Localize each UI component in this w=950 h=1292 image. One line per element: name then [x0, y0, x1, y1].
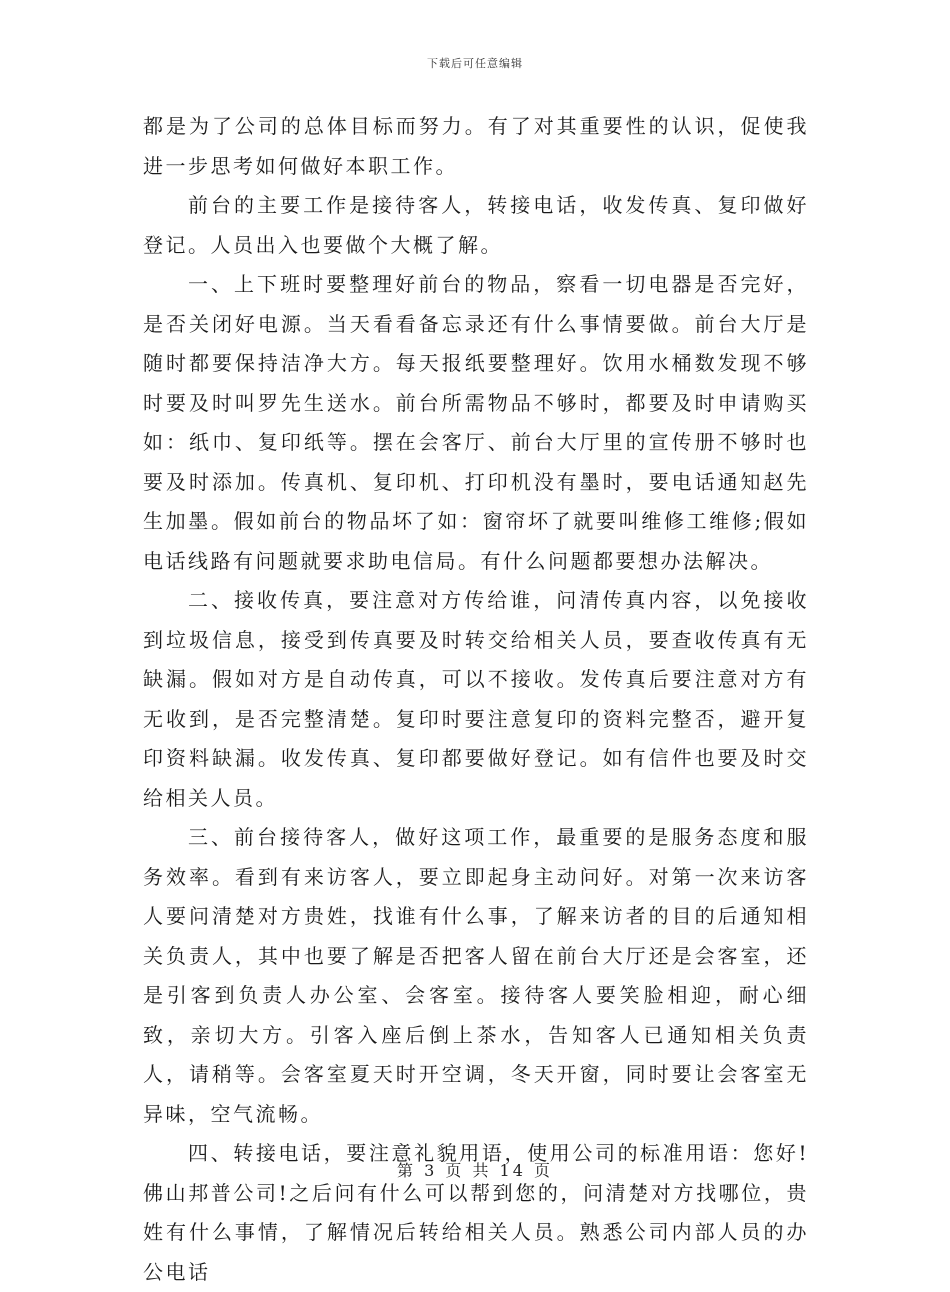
paragraph-continuation: 都是为了公司的总体目标而努力。有了对其重要性的认识，促使我进一步思考如何做好本职工作。	[143, 114, 809, 178]
document-body	[143, 107, 809, 1292]
paragraph-front-desk-duties: 前台的主要工作是接待客人，转接电话，收发传真、复印做好登记。人员出入也要做个大概了解。	[143, 193, 809, 257]
page-number-footer: 第 3 页 共 14 页	[397, 1161, 553, 1180]
paragraph-item-3: 三、前台接待客人，做好这项工作，最重要的是服务态度和服务效率。看到有来访客人，要立即起身主动问好。对第一次来访客人要问清楚对方贵姓，找谁有什么事，了解来访者的目的后通知相关负责人，其中也要了解是否把客人留在前台大厅还是会客室，还是引客到负责人办公室、会客室。接待客人要笑脸相迎，耐心细致，亲切大方。引客入座后倒上茶水，告知客人已通知相关负责人，请稍等。会客室夏天时开空调，冬天开窗，同时要让会客室无异味，空气流畅。	[143, 825, 809, 1126]
paragraph-item-2: 二、接收传真，要注意对方传给谁，问清传真内容，以免接收到垃圾信息，接受到传真要及时转交给相关人员，要查收传真有无缺漏。假如对方是自动传真，可以不接收。发传真后要注意对方有无收到，是否完整清楚。复印时要注意复印的资料完整否，避开复印资料缺漏。收发传真、复印都要做好登记。如有信件也要及时交给相关人员。	[143, 588, 809, 810]
page-header-note: 下载后可任意编辑	[427, 57, 523, 70]
paragraph-item-4: 四、转接电话，要注意礼貌用语，使用公司的标准用语：您好!佛山邦普公司!之后问有什么可以帮到您的，问清楚对方找哪位，贵姓有什么事情，了解情况后转给相关人员。熟悉公司内部人员的办公电话	[143, 1141, 809, 1284]
paragraph-item-1: 一、上下班时要整理好前台的物品，察看一切电器是否完好，是否关闭好电源。当天看看备忘录还有什么事情要做。前台大厅是随时都要保持洁净大方。每天报纸要整理好。饮用水桶数发现不够时要及时叫罗先生送水。前台所需物品不够时，都要及时申请购买如：纸巾、复印纸等。摆在会客厅、前台大厅里的宣传册不够时也要及时添加。传真机、复印机、打印机没有墨时，要电话通知赵先生加墨。假如前台的物品坏了如：窗帘坏了就要叫维修工维修;假如电话线路有问题就要求助电信局。有什么问题都要想办法解决。	[143, 272, 809, 573]
